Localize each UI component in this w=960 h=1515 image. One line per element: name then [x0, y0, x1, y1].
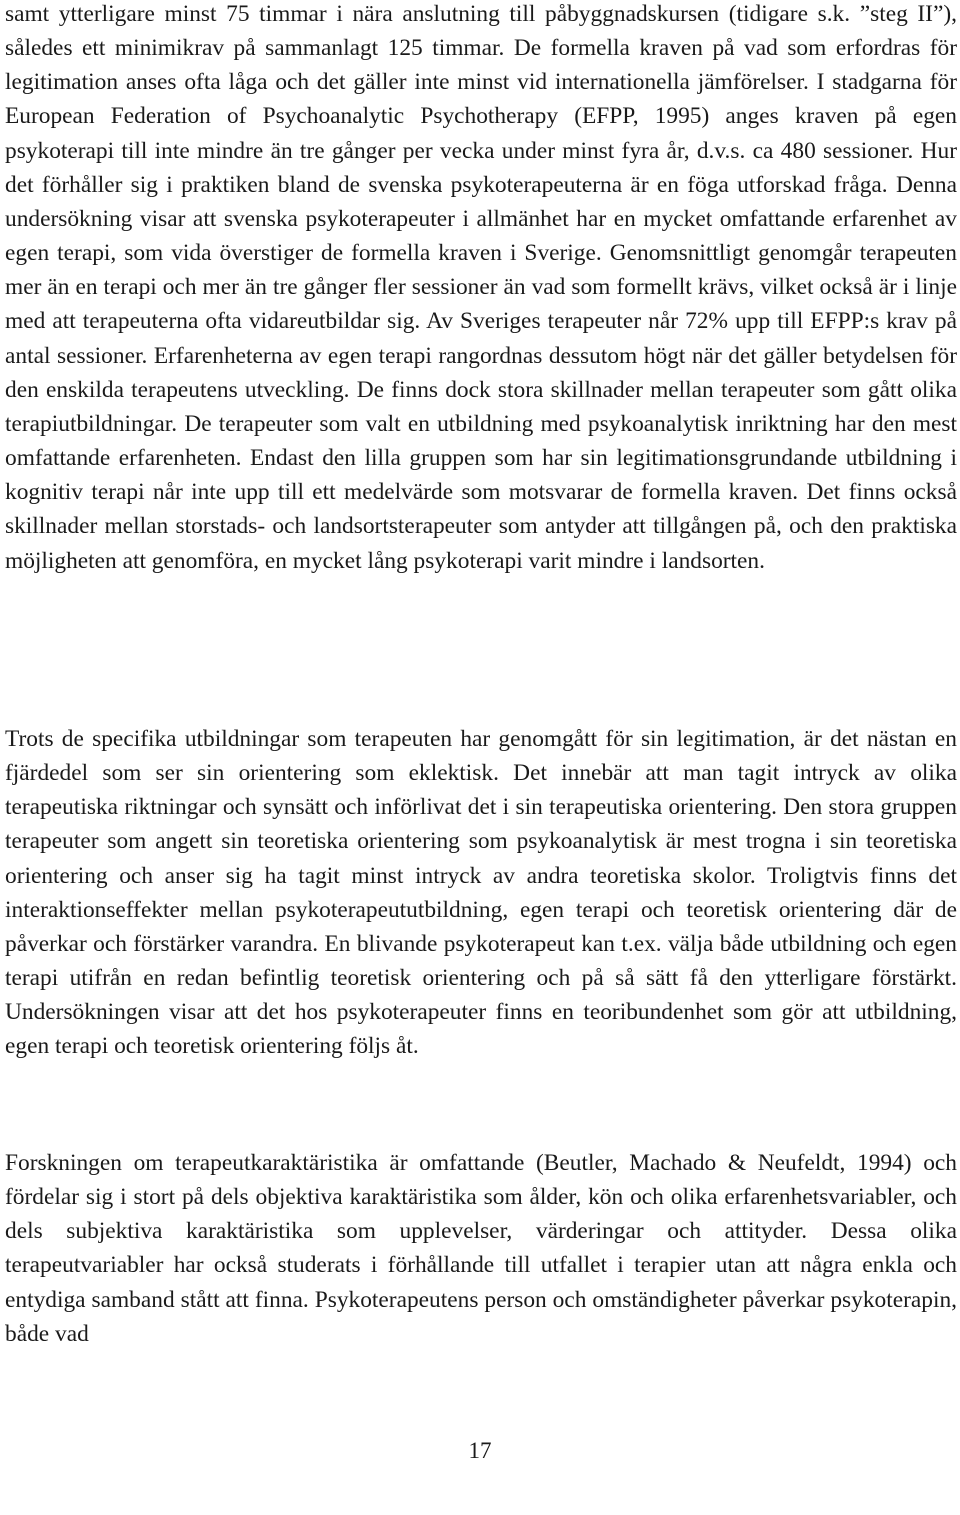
- paragraph-3: Forskningen om terapeutkaraktäristika är omfattande (Beutler, Machado & Neufeldt, 1994) och fördelar sig i stort på dels objektiva karaktäristika som ålder, kön och olika erfarenhetsvariabler, och dels subjektiva karaktäristika som upplevelser, värderingar och attityder. Dessa olika terapeutvariabler har också studerats i förhållande till utfallet i terapier utan att några enkla och entydiga samband stått att finna. Psykoterapeutens person och omständigheter påverkar psykoterapin, både vad: [5, 1150, 957, 1347]
- paragraph-1: samt ytterligare minst 75 timmar i nära anslutning till påbyggnadskursen (tidigare s.k. ”steg II”), således ett minimikrav på sammanlagt 125 timmar. De formella kraven på vad som erfordras för legitimation anses ofta låga och det gäller inte minst vid internationella jämförelser. I stadgarna för European Federation of Psychoanalytic Psychotherapy (EFPP, 1995) anges kraven på egen psykoterapi till inte mindre än tre gånger per vecka under minst fyra år, d.v.s. ca 480 sessioner. Hur det förhåller sig i praktiken bland de svenska psykoterapeuterna är en föga utforskad fråga. Denna undersökning visar att svenska psykoterapeuter i allmänhet har en mycket omfattande erfarenhet av egen terapi, som vida överstiger de formella kraven i Sverige. Genomsnittligt genomgår terapeuten mer än en terapi och mer än tre gånger fler sessioner än vad som formellt krävs, vilket också är i linje med att terapeuterna ofta vidareutbildar sig. Av Sveriges terapeuter når 72% upp till EFPP:s krav på antal sessioner. Erfarenheterna av egen terapi rangordnas dessutom högt när det gäller betydelsen för den enskilda terapeutens utveckling. De finns dock stora skillnader mellan terapeuter som gått olika terapiutbildningar. De terapeuter som valt en utbildning med psykoanalytisk inriktning har den mest omfattande erfarenheten. Endast den lilla gruppen som har sin legitimationsgrundande utbildning i kognitiv terapi når inte upp till ett medelvärde som motsvarar de formella kraven. Det finns också skillnader mellan storstads- och landsortsterapeuter som antyder att tillgången på, och den praktiska möjligheten att genomföra, en mycket lång psykoterapi varit mindre i landsorten.: [5, 1, 957, 574]
- paragraph-2: Trots de specifika utbildningar som terapeuten har genomgått för sin legitimation, är det nästan en fjärdedel som ser sin orientering som eklektisk. Det innebär att man tagit intryck av olika terapeutiska riktningar och synsätt och införlivat det i sin terapeutiska orientering. Den stora gruppen terapeuter som angett sin teoretiska orientering som psykoanalytisk är mest trogna i sin teoretiska orientering och anser sig ha tagit minst intryck av andra teoretiska skolor. Troligtvis finns det interaktionseffekter mellan psykoterapeututbildning, egen terapi och teoretisk orientering där de påverkar och förstärker varandra. En blivande psykoterapeut kan t.ex. välja både utbildning och egen terapi utifrån en redan befintlig teoretisk orientering och på så sätt få den ytterligare förstärkt. Undersökningen visar att det hos psykoterapeuter finns en teoribundenhet som gör att utbildning, egen terapi och teoretisk orientering följs åt.: [5, 726, 957, 1060]
- page-number: 17: [468, 1438, 492, 1463]
